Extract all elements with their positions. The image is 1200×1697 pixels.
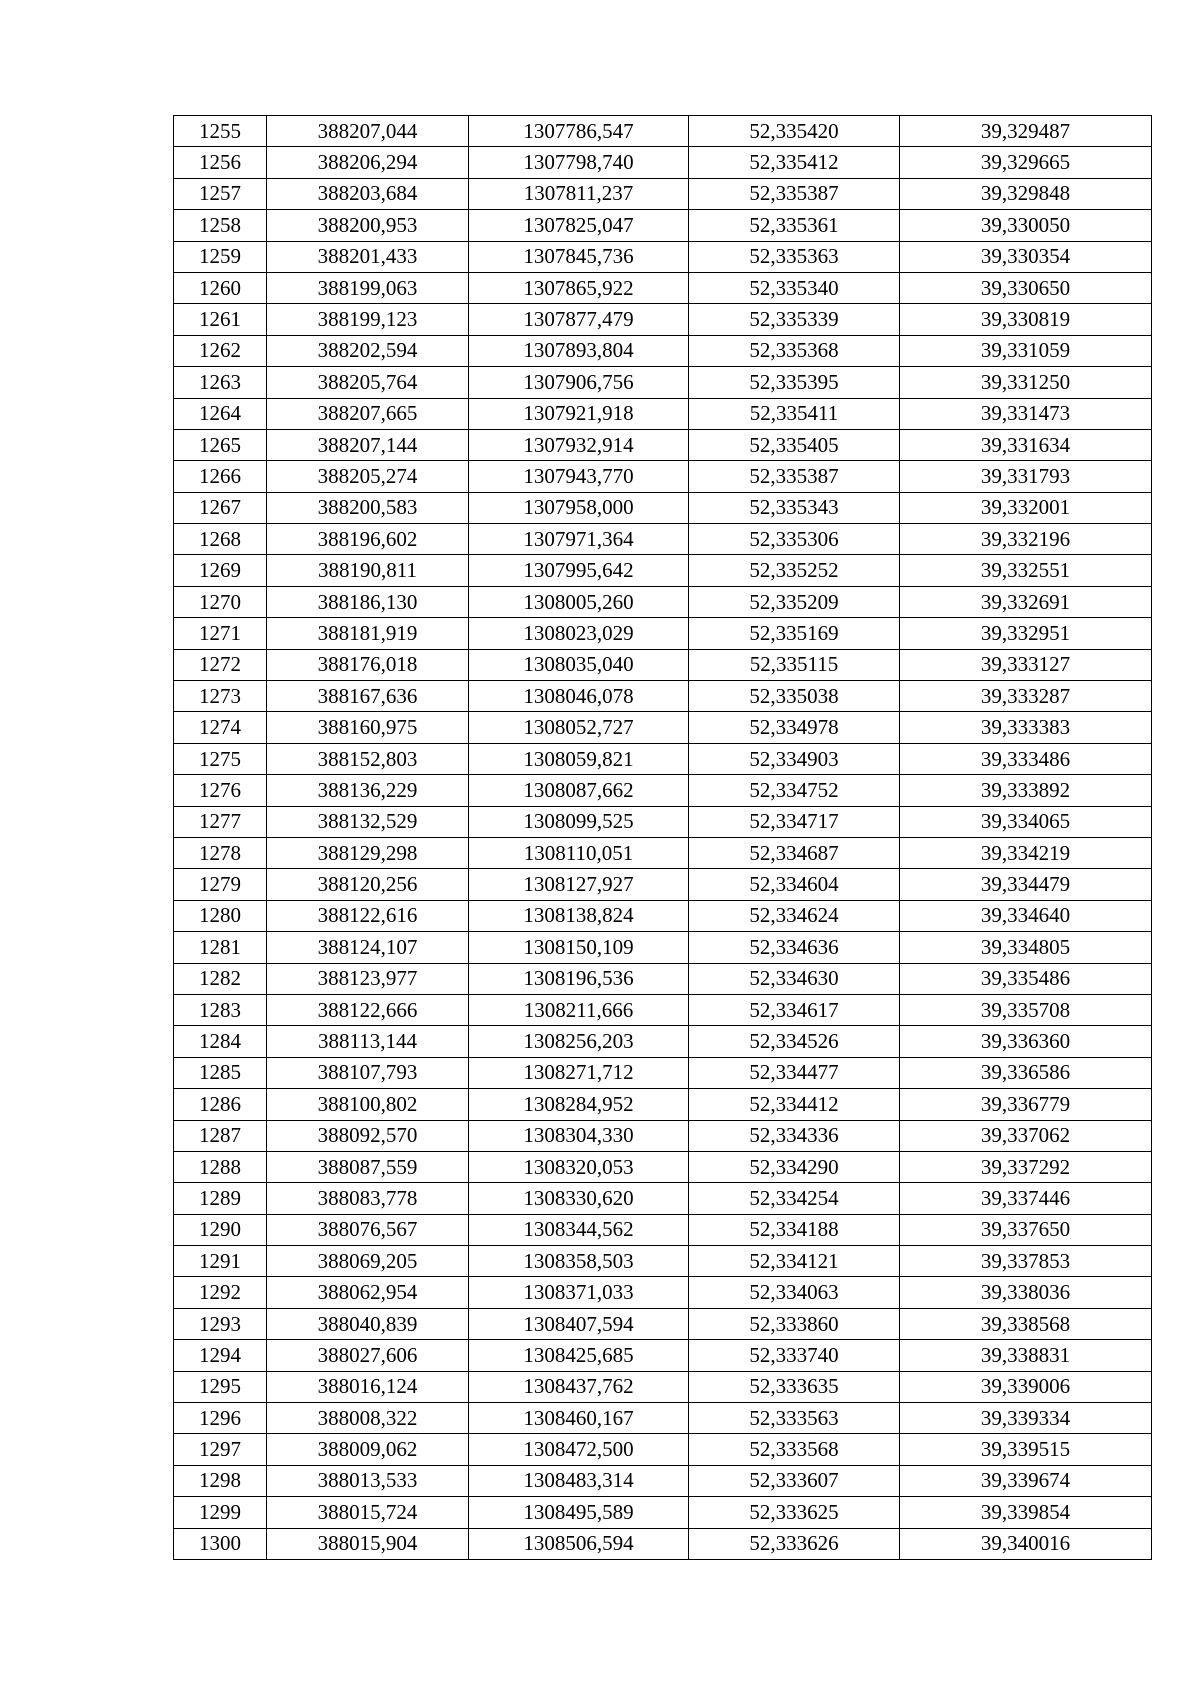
y-coordinate-cell: 1307921,918 — [469, 398, 689, 429]
table-row — [174, 1151, 1152, 1182]
latitude-cell: 52,334630 — [689, 963, 900, 994]
point-number-cell: 1275 — [174, 743, 267, 774]
y-coordinate-cell: 1307877,479 — [469, 304, 689, 335]
table-row — [174, 1214, 1152, 1245]
point-number-cell: 1281 — [174, 932, 267, 963]
longitude-cell: 39,331473 — [900, 398, 1152, 429]
latitude-cell: 52,334617 — [689, 994, 900, 1025]
y-coordinate-cell: 1308304,330 — [469, 1120, 689, 1151]
latitude-cell: 52,335038 — [689, 681, 900, 712]
latitude-cell: 52,335420 — [689, 116, 900, 147]
point-number-cell: 1285 — [174, 1057, 267, 1088]
x-coordinate-cell: 388203,684 — [267, 178, 469, 209]
y-coordinate-cell: 1308271,712 — [469, 1057, 689, 1088]
table-row — [174, 1026, 1152, 1057]
point-number-cell: 1288 — [174, 1151, 267, 1182]
point-number-cell: 1291 — [174, 1246, 267, 1277]
coordinates-table — [173, 115, 1152, 1560]
latitude-cell: 52,333626 — [689, 1528, 900, 1559]
point-number-cell: 1299 — [174, 1497, 267, 1528]
x-coordinate-cell: 388199,063 — [267, 272, 469, 303]
latitude-cell: 52,335405 — [689, 429, 900, 460]
x-coordinate-cell: 388100,802 — [267, 1089, 469, 1120]
longitude-cell: 39,337292 — [900, 1151, 1152, 1182]
x-coordinate-cell: 388186,130 — [267, 586, 469, 617]
table-row — [174, 712, 1152, 743]
coordinates-table-body — [174, 116, 1152, 1560]
longitude-cell: 39,339854 — [900, 1497, 1152, 1528]
table-row — [174, 869, 1152, 900]
longitude-cell: 39,329487 — [900, 116, 1152, 147]
latitude-cell: 52,335363 — [689, 241, 900, 272]
table-row — [174, 555, 1152, 586]
point-number-cell: 1263 — [174, 367, 267, 398]
table-row — [174, 335, 1152, 366]
point-number-cell: 1289 — [174, 1183, 267, 1214]
y-coordinate-cell: 1308344,562 — [469, 1214, 689, 1245]
point-number-cell: 1257 — [174, 178, 267, 209]
latitude-cell: 52,335306 — [689, 524, 900, 555]
table-row — [174, 178, 1152, 209]
y-coordinate-cell: 1308005,260 — [469, 586, 689, 617]
latitude-cell: 52,334290 — [689, 1151, 900, 1182]
latitude-cell: 52,334636 — [689, 932, 900, 963]
x-coordinate-cell: 388040,839 — [267, 1308, 469, 1339]
x-coordinate-cell: 388200,583 — [267, 492, 469, 523]
table-row — [174, 1465, 1152, 1496]
latitude-cell: 52,334752 — [689, 775, 900, 806]
point-number-cell: 1280 — [174, 900, 267, 931]
latitude-cell: 52,335343 — [689, 492, 900, 523]
y-coordinate-cell: 1308371,033 — [469, 1277, 689, 1308]
longitude-cell: 39,333486 — [900, 743, 1152, 774]
table-row — [174, 429, 1152, 460]
latitude-cell: 52,333635 — [689, 1371, 900, 1402]
x-coordinate-cell: 388206,294 — [267, 147, 469, 178]
longitude-cell: 39,332551 — [900, 555, 1152, 586]
longitude-cell: 39,340016 — [900, 1528, 1152, 1559]
longitude-cell: 39,332001 — [900, 492, 1152, 523]
longitude-cell: 39,332951 — [900, 618, 1152, 649]
y-coordinate-cell: 1308256,203 — [469, 1026, 689, 1057]
latitude-cell: 52,334188 — [689, 1214, 900, 1245]
x-coordinate-cell: 388123,977 — [267, 963, 469, 994]
point-number-cell: 1255 — [174, 116, 267, 147]
longitude-cell: 39,338831 — [900, 1340, 1152, 1371]
longitude-cell: 39,337062 — [900, 1120, 1152, 1151]
longitude-cell: 39,339334 — [900, 1403, 1152, 1434]
table-row — [174, 524, 1152, 555]
latitude-cell: 52,334903 — [689, 743, 900, 774]
table-row — [174, 398, 1152, 429]
longitude-cell: 39,339006 — [900, 1371, 1152, 1402]
x-coordinate-cell: 388202,594 — [267, 335, 469, 366]
table-row — [174, 994, 1152, 1025]
table-row — [174, 900, 1152, 931]
y-coordinate-cell: 1308483,314 — [469, 1465, 689, 1496]
point-number-cell: 1259 — [174, 241, 267, 272]
x-coordinate-cell: 388167,636 — [267, 681, 469, 712]
x-coordinate-cell: 388120,256 — [267, 869, 469, 900]
table-row — [174, 806, 1152, 837]
point-number-cell: 1266 — [174, 461, 267, 492]
latitude-cell: 52,334978 — [689, 712, 900, 743]
y-coordinate-cell: 1308472,500 — [469, 1434, 689, 1465]
table-row — [174, 1371, 1152, 1402]
longitude-cell: 39,330650 — [900, 272, 1152, 303]
y-coordinate-cell: 1308495,589 — [469, 1497, 689, 1528]
x-coordinate-cell: 388113,144 — [267, 1026, 469, 1057]
point-number-cell: 1286 — [174, 1089, 267, 1120]
y-coordinate-cell: 1308150,109 — [469, 932, 689, 963]
table-row — [174, 116, 1152, 147]
y-coordinate-cell: 1307971,364 — [469, 524, 689, 555]
table-row — [174, 932, 1152, 963]
longitude-cell: 39,337650 — [900, 1214, 1152, 1245]
y-coordinate-cell: 1307943,770 — [469, 461, 689, 492]
point-number-cell: 1297 — [174, 1434, 267, 1465]
longitude-cell: 39,338036 — [900, 1277, 1152, 1308]
y-coordinate-cell: 1307786,547 — [469, 116, 689, 147]
y-coordinate-cell: 1308099,525 — [469, 806, 689, 837]
point-number-cell: 1298 — [174, 1465, 267, 1496]
longitude-cell: 39,339674 — [900, 1465, 1152, 1496]
longitude-cell: 39,331793 — [900, 461, 1152, 492]
x-coordinate-cell: 388152,803 — [267, 743, 469, 774]
y-coordinate-cell: 1308023,029 — [469, 618, 689, 649]
latitude-cell: 52,335169 — [689, 618, 900, 649]
y-coordinate-cell: 1307798,740 — [469, 147, 689, 178]
point-number-cell: 1260 — [174, 272, 267, 303]
point-number-cell: 1290 — [174, 1214, 267, 1245]
longitude-cell: 39,334219 — [900, 837, 1152, 868]
x-coordinate-cell: 388201,433 — [267, 241, 469, 272]
latitude-cell: 52,333740 — [689, 1340, 900, 1371]
y-coordinate-cell: 1308052,727 — [469, 712, 689, 743]
y-coordinate-cell: 1308046,078 — [469, 681, 689, 712]
table-row — [174, 1403, 1152, 1434]
table-row — [174, 837, 1152, 868]
longitude-cell: 39,331634 — [900, 429, 1152, 460]
x-coordinate-cell: 388132,529 — [267, 806, 469, 837]
y-coordinate-cell: 1308110,051 — [469, 837, 689, 868]
latitude-cell: 52,334717 — [689, 806, 900, 837]
table-row — [174, 1340, 1152, 1371]
point-number-cell: 1293 — [174, 1308, 267, 1339]
longitude-cell: 39,336360 — [900, 1026, 1152, 1057]
y-coordinate-cell: 1308196,536 — [469, 963, 689, 994]
table-row — [174, 304, 1152, 335]
point-number-cell: 1268 — [174, 524, 267, 555]
y-coordinate-cell: 1308330,620 — [469, 1183, 689, 1214]
table-row — [174, 1246, 1152, 1277]
table-row — [174, 775, 1152, 806]
point-number-cell: 1287 — [174, 1120, 267, 1151]
longitude-cell: 39,331059 — [900, 335, 1152, 366]
point-number-cell: 1265 — [174, 429, 267, 460]
point-number-cell: 1296 — [174, 1403, 267, 1434]
x-coordinate-cell: 388009,062 — [267, 1434, 469, 1465]
y-coordinate-cell: 1307958,000 — [469, 492, 689, 523]
longitude-cell: 39,333287 — [900, 681, 1152, 712]
longitude-cell: 39,329848 — [900, 178, 1152, 209]
y-coordinate-cell: 1308035,040 — [469, 649, 689, 680]
latitude-cell: 52,333563 — [689, 1403, 900, 1434]
point-number-cell: 1277 — [174, 806, 267, 837]
y-coordinate-cell: 1308407,594 — [469, 1308, 689, 1339]
point-number-cell: 1270 — [174, 586, 267, 617]
point-number-cell: 1284 — [174, 1026, 267, 1057]
table-row — [174, 743, 1152, 774]
longitude-cell: 39,333383 — [900, 712, 1152, 743]
point-number-cell: 1261 — [174, 304, 267, 335]
latitude-cell: 52,335252 — [689, 555, 900, 586]
latitude-cell: 52,333568 — [689, 1434, 900, 1465]
table-row — [174, 272, 1152, 303]
x-coordinate-cell: 388196,602 — [267, 524, 469, 555]
y-coordinate-cell: 1308358,503 — [469, 1246, 689, 1277]
latitude-cell: 52,333860 — [689, 1308, 900, 1339]
latitude-cell: 52,335361 — [689, 210, 900, 241]
latitude-cell: 52,334624 — [689, 900, 900, 931]
longitude-cell: 39,339515 — [900, 1434, 1152, 1465]
table-row — [174, 1528, 1152, 1559]
latitude-cell: 52,334526 — [689, 1026, 900, 1057]
y-coordinate-cell: 1307932,914 — [469, 429, 689, 460]
point-number-cell: 1279 — [174, 869, 267, 900]
x-coordinate-cell: 388200,953 — [267, 210, 469, 241]
latitude-cell: 52,334063 — [689, 1277, 900, 1308]
longitude-cell: 39,330050 — [900, 210, 1152, 241]
latitude-cell: 52,334477 — [689, 1057, 900, 1088]
y-coordinate-cell: 1308059,821 — [469, 743, 689, 774]
latitude-cell: 52,334604 — [689, 869, 900, 900]
x-coordinate-cell: 388013,533 — [267, 1465, 469, 1496]
table-row — [174, 1497, 1152, 1528]
x-coordinate-cell: 388190,811 — [267, 555, 469, 586]
y-coordinate-cell: 1307825,047 — [469, 210, 689, 241]
longitude-cell: 39,337446 — [900, 1183, 1152, 1214]
y-coordinate-cell: 1308127,927 — [469, 869, 689, 900]
longitude-cell: 39,336779 — [900, 1089, 1152, 1120]
longitude-cell: 39,334640 — [900, 900, 1152, 931]
point-number-cell: 1264 — [174, 398, 267, 429]
table-row — [174, 210, 1152, 241]
latitude-cell: 52,334687 — [689, 837, 900, 868]
latitude-cell: 52,335339 — [689, 304, 900, 335]
x-coordinate-cell: 388107,793 — [267, 1057, 469, 1088]
longitude-cell: 39,334479 — [900, 869, 1152, 900]
longitude-cell: 39,334065 — [900, 806, 1152, 837]
latitude-cell: 52,333625 — [689, 1497, 900, 1528]
x-coordinate-cell: 388129,298 — [267, 837, 469, 868]
y-coordinate-cell: 1307995,642 — [469, 555, 689, 586]
point-number-cell: 1294 — [174, 1340, 267, 1371]
x-coordinate-cell: 388062,954 — [267, 1277, 469, 1308]
x-coordinate-cell: 388087,559 — [267, 1151, 469, 1182]
longitude-cell: 39,335708 — [900, 994, 1152, 1025]
x-coordinate-cell: 388207,144 — [267, 429, 469, 460]
x-coordinate-cell: 388027,606 — [267, 1340, 469, 1371]
table-row — [174, 586, 1152, 617]
x-coordinate-cell: 388207,665 — [267, 398, 469, 429]
x-coordinate-cell: 388016,124 — [267, 1371, 469, 1402]
table-row — [174, 963, 1152, 994]
x-coordinate-cell: 388160,975 — [267, 712, 469, 743]
table-row — [174, 461, 1152, 492]
latitude-cell: 52,335411 — [689, 398, 900, 429]
point-number-cell: 1300 — [174, 1528, 267, 1559]
longitude-cell: 39,337853 — [900, 1246, 1152, 1277]
x-coordinate-cell: 388015,904 — [267, 1528, 469, 1559]
y-coordinate-cell: 1308425,685 — [469, 1340, 689, 1371]
x-coordinate-cell: 388122,666 — [267, 994, 469, 1025]
latitude-cell: 52,335368 — [689, 335, 900, 366]
x-coordinate-cell: 388207,044 — [267, 116, 469, 147]
table-row — [174, 1089, 1152, 1120]
y-coordinate-cell: 1307811,237 — [469, 178, 689, 209]
table-row — [174, 681, 1152, 712]
point-number-cell: 1292 — [174, 1277, 267, 1308]
point-number-cell: 1274 — [174, 712, 267, 743]
x-coordinate-cell: 388083,778 — [267, 1183, 469, 1214]
table-row — [174, 1277, 1152, 1308]
y-coordinate-cell: 1308211,666 — [469, 994, 689, 1025]
x-coordinate-cell: 388181,919 — [267, 618, 469, 649]
latitude-cell: 52,335209 — [689, 586, 900, 617]
x-coordinate-cell: 388176,018 — [267, 649, 469, 680]
latitude-cell: 52,335340 — [689, 272, 900, 303]
table-row — [174, 1183, 1152, 1214]
point-number-cell: 1283 — [174, 994, 267, 1025]
x-coordinate-cell: 388092,570 — [267, 1120, 469, 1151]
y-coordinate-cell: 1307893,804 — [469, 335, 689, 366]
longitude-cell: 39,331250 — [900, 367, 1152, 398]
point-number-cell: 1278 — [174, 837, 267, 868]
x-coordinate-cell: 388015,724 — [267, 1497, 469, 1528]
table-row — [174, 649, 1152, 680]
table-row — [174, 241, 1152, 272]
longitude-cell: 39,334805 — [900, 932, 1152, 963]
table-row — [174, 1057, 1152, 1088]
latitude-cell: 52,335115 — [689, 649, 900, 680]
point-number-cell: 1295 — [174, 1371, 267, 1402]
point-number-cell: 1267 — [174, 492, 267, 523]
y-coordinate-cell: 1308506,594 — [469, 1528, 689, 1559]
y-coordinate-cell: 1307865,922 — [469, 272, 689, 303]
point-number-cell: 1272 — [174, 649, 267, 680]
latitude-cell: 52,335412 — [689, 147, 900, 178]
latitude-cell: 52,334121 — [689, 1246, 900, 1277]
table-row — [174, 618, 1152, 649]
point-number-cell: 1273 — [174, 681, 267, 712]
longitude-cell: 39,335486 — [900, 963, 1152, 994]
table-row — [174, 1120, 1152, 1151]
y-coordinate-cell: 1308087,662 — [469, 775, 689, 806]
x-coordinate-cell: 388008,322 — [267, 1403, 469, 1434]
latitude-cell: 52,334412 — [689, 1089, 900, 1120]
latitude-cell: 52,335395 — [689, 367, 900, 398]
x-coordinate-cell: 388122,616 — [267, 900, 469, 931]
table-row — [174, 1434, 1152, 1465]
longitude-cell: 39,329665 — [900, 147, 1152, 178]
longitude-cell: 39,330354 — [900, 241, 1152, 272]
y-coordinate-cell: 1307845,736 — [469, 241, 689, 272]
x-coordinate-cell: 388205,764 — [267, 367, 469, 398]
point-number-cell: 1269 — [174, 555, 267, 586]
y-coordinate-cell: 1308320,053 — [469, 1151, 689, 1182]
x-coordinate-cell: 388205,274 — [267, 461, 469, 492]
longitude-cell: 39,330819 — [900, 304, 1152, 335]
y-coordinate-cell: 1307906,756 — [469, 367, 689, 398]
latitude-cell: 52,335387 — [689, 461, 900, 492]
latitude-cell: 52,333607 — [689, 1465, 900, 1496]
point-number-cell: 1276 — [174, 775, 267, 806]
table-row — [174, 367, 1152, 398]
table-row — [174, 1308, 1152, 1339]
y-coordinate-cell: 1308437,762 — [469, 1371, 689, 1402]
point-number-cell: 1282 — [174, 963, 267, 994]
point-number-cell: 1258 — [174, 210, 267, 241]
longitude-cell: 39,333892 — [900, 775, 1152, 806]
longitude-cell: 39,332196 — [900, 524, 1152, 555]
x-coordinate-cell: 388136,229 — [267, 775, 469, 806]
latitude-cell: 52,334336 — [689, 1120, 900, 1151]
point-number-cell: 1262 — [174, 335, 267, 366]
latitude-cell: 52,335387 — [689, 178, 900, 209]
table-row — [174, 492, 1152, 523]
x-coordinate-cell: 388076,567 — [267, 1214, 469, 1245]
y-coordinate-cell: 1308284,952 — [469, 1089, 689, 1120]
x-coordinate-cell: 388124,107 — [267, 932, 469, 963]
y-coordinate-cell: 1308460,167 — [469, 1403, 689, 1434]
x-coordinate-cell: 388199,123 — [267, 304, 469, 335]
longitude-cell: 39,332691 — [900, 586, 1152, 617]
latitude-cell: 52,334254 — [689, 1183, 900, 1214]
table-row — [174, 147, 1152, 178]
point-number-cell: 1271 — [174, 618, 267, 649]
longitude-cell: 39,333127 — [900, 649, 1152, 680]
point-number-cell: 1256 — [174, 147, 267, 178]
y-coordinate-cell: 1308138,824 — [469, 900, 689, 931]
x-coordinate-cell: 388069,205 — [267, 1246, 469, 1277]
longitude-cell: 39,336586 — [900, 1057, 1152, 1088]
longitude-cell: 39,338568 — [900, 1308, 1152, 1339]
